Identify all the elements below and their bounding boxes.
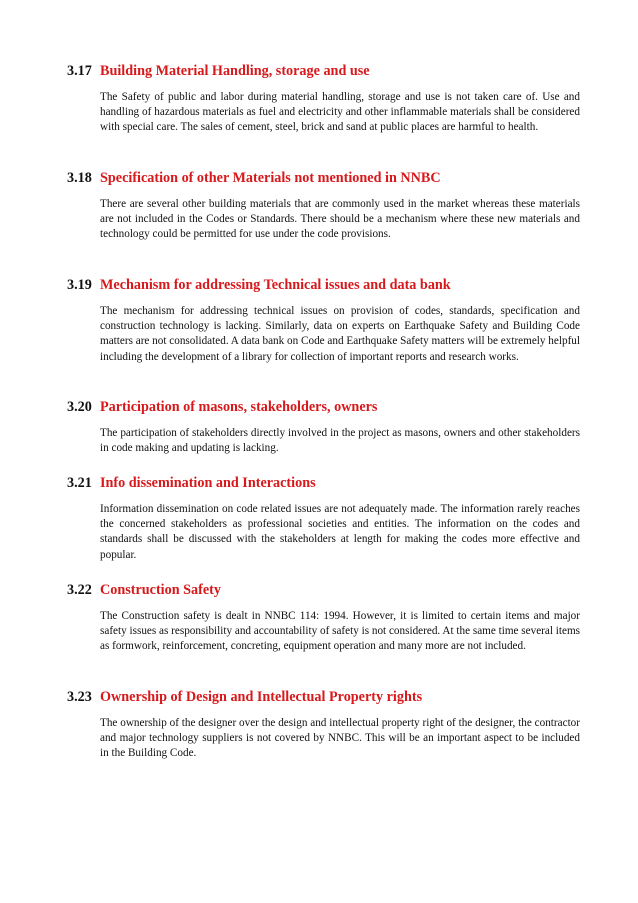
section-body: There are several other building materials that are commonly used in the market whereas these materials are not included in the Codes or Standards. There should be a mechanism where these new materials and technology could be permitted for use under the code provisions. xyxy=(100,198,580,241)
section-body: The ownership of the designer over the design and intellectual property right of the designer, the contractor and major technology suppliers is not covered by NNBC. This will be an important aspect to be included in the Building Code. xyxy=(100,717,580,760)
section-heading xyxy=(67,63,580,80)
section-3-21 xyxy=(67,475,580,563)
section-3-19 xyxy=(67,277,580,365)
section-heading xyxy=(67,170,580,187)
section-body: The Safety of public and labor during material handling, storage and use is not taken care of. Use and handling of hazardous materials as fuel and electricity and other inflammable materials shall be considered with special care. The sales of cement, steel, brick and sand at public places are harmful to health. xyxy=(100,91,580,134)
section-number: 3.17 xyxy=(67,63,92,79)
section-number: 3.20 xyxy=(67,399,92,415)
section-title: Mechanism for addressing Technical issues and data bank xyxy=(100,277,451,293)
section-3-17 xyxy=(67,63,580,136)
section-number: 3.18 xyxy=(67,170,92,186)
section-3-20 xyxy=(67,399,580,456)
section-heading xyxy=(67,582,580,599)
section-3-18 xyxy=(67,170,580,243)
section-body: The Construction safety is dealt in NNBC 114: 1994. However, it is limited to certain items and major safety issues as responsibility and accountability of safety is not considered. At the same time several items as formwork, reinforcement, concreting, equipment operation and many more are not included. xyxy=(100,610,581,653)
section-title: Specification of other Materials not mentioned in NNBC xyxy=(100,170,441,186)
section-3-22 xyxy=(67,582,580,655)
section-number: 3.23 xyxy=(67,689,92,705)
section-heading xyxy=(67,277,580,294)
section-title: Info dissemination and Interactions xyxy=(100,475,316,491)
section-body: Information dissemination on code related issues are not adequately made. The information rarely reaches the concerned stakeholders as professional societies and entities. The information on the codes and standards shall be discussed with the stakeholders at length for making the codes more effective and popular. xyxy=(100,503,580,561)
section-number: 3.21 xyxy=(67,475,92,491)
section-title: Ownership of Design and Intellectual Property rights xyxy=(100,689,423,705)
section-number: 3.19 xyxy=(67,277,92,293)
section-body: The participation of stakeholders directly involved in the project as masons, owners and other stakeholders in code making and updating is lacking. xyxy=(100,427,580,455)
section-title: Construction Safety xyxy=(100,582,221,598)
section-3-23 xyxy=(67,689,580,762)
section-body: The mechanism for addressing technical issues on provision of codes, standards, specification and construction technology is lacking. Similarly, data on experts on Earthquake Safety and Building Code matters are not consolidated. A data bank on Code and Earthquake Safety matters will be extremely helpful including the development of a library for collection of important reports and research works. xyxy=(100,305,580,363)
section-heading xyxy=(67,475,580,492)
section-number: 3.22 xyxy=(67,582,92,598)
section-title: Building Material Handling, storage and use xyxy=(100,63,370,79)
section-title: Participation of masons, stakeholders, owners xyxy=(100,399,378,415)
section-heading xyxy=(67,689,580,706)
section-heading xyxy=(67,399,580,416)
